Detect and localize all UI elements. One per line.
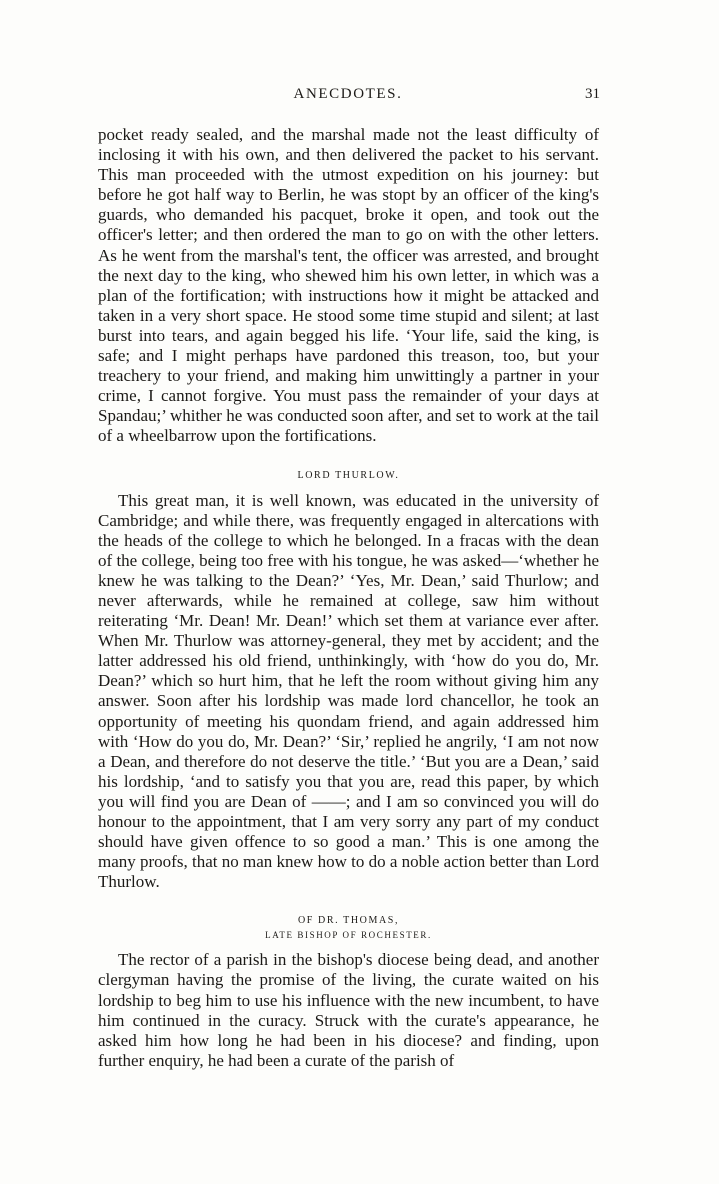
section-heading-lord-thurlow: LORD THURLOW.	[297, 469, 400, 481]
running-head: ANECDOTES.	[293, 86, 403, 102]
paragraph-continued: pocket ready sealed, and the marshal made not the least difficulty of inclosing it with his own, and then delivered the packet to his servant. This man proceeded with the utmost expedition on his journey: but before he got half way to Berlin, he was stopt by an officer of the king's guards, who demanded his pacquet, broke it open, and took out the officer's letter; and then ordered the man to go on with the other letters. As he went from the marshal's tent, the officer was arrested, and brought the next day to the king, who shewed him his own letter, in which was a plan of the fortification; with instructions how it might be attacked and taken in a very short space. He stood some time stupid and silent; at last burst into tears, and again begged his life. ‘Your life, said the king, is safe; and I might perhaps have pardoned this treason, too, but your treachery to your friend, and making him unwittingly a partner in your crime, I cannot forgive. You must pass the remainder of your days at Spandau;’ whither he was conducted soon after, and set to work at the tail of a wheelbarrow upon the fortifications.	[98, 125, 599, 446]
page-body	[98, 125, 599, 1071]
paragraph-thomas: The rector of a parish in the bishop's diocese being dead, and another clergyman having the promise of the living, the curate waited on his lordship to beg him to use his influence with the new incumbent, to have him continued in the curacy. Struck with the curate's appearance, he asked him how long he had been in his diocese? and finding, upon further enquiry, he had been a curate of the parish of	[98, 950, 599, 1070]
paragraph-thurlow: This great man, it is well known, was educated in the university of Cambridge; and while there, was frequently engaged in altercations with the heads of the college to which he belonged. In a fracas with the dean of the college, being too free with his tongue, he was asked—‘whether he knew he was talking to the Dean?’ ‘Yes, Mr. Dean,’ said Thurlow; and never afterwards, while he remained at college, saw him without reiterating ‘Mr. Dean! Mr. Dean!’ which set them at variance ever after. When Mr. Thurlow was attorney-general, they met by accident; and the latter addressed his old friend, unthinkingly, with ‘how do you do, Mr. Dean?’ which so hurt him, that he left the room without giving him any answer. Soon after his lordship was made lord chancellor, he took an opportunity of meeting his quondam friend, and again addressed him with ‘How do you do, Mr. Dean?’ ‘Sir,’ replied he angrily, ‘I am not now a Dean, and therefore do not deserve the title.’ ‘But you are a Dean,’ said his lordship, ‘and to satisfy you that you are, read this paper, by which you will find you are Dean of ——; and I am so convinced you will do honour to the appointment, that I am very sorry any part of my conduct should have given offence to so good a man.’ This is one among the many proofs, that no man knew how to do a noble action better than Lord Thurlow.	[98, 490, 599, 892]
section-subheading-bishop: LATE BISHOP OF ROCHESTER.	[265, 930, 432, 941]
page-number: 31	[585, 86, 600, 102]
page-header	[98, 86, 598, 110]
section-heading-dr-thomas: OF DR. THOMAS,	[297, 915, 400, 927]
